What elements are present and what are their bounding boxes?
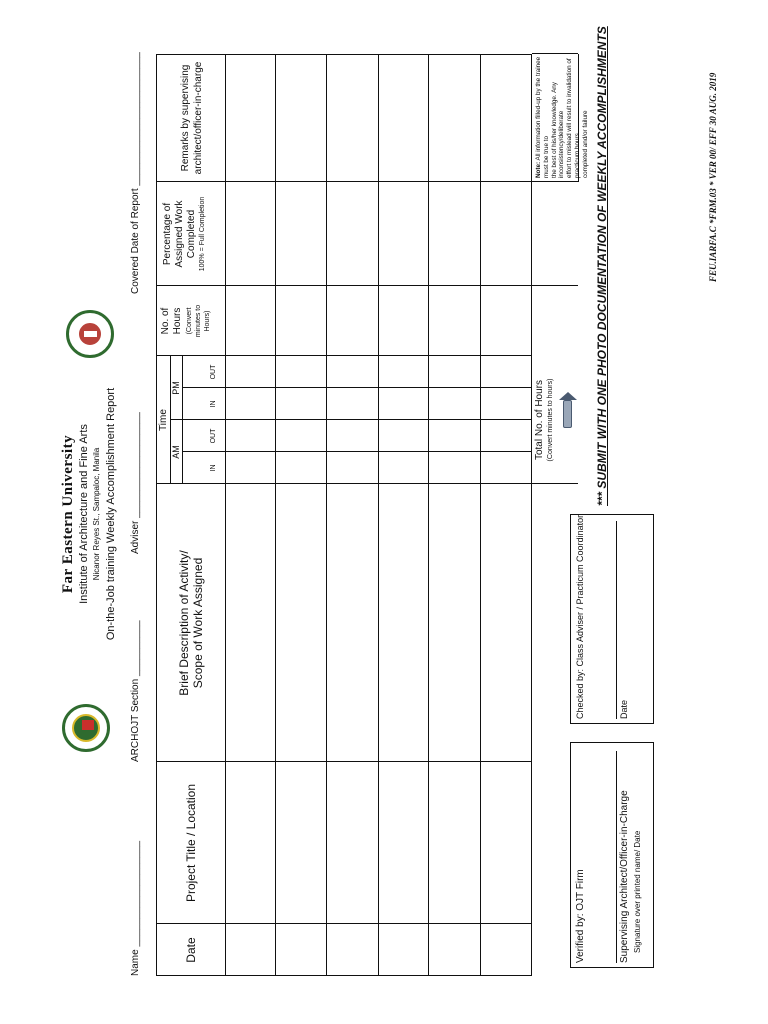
note-line2: the best of his/her knowledge. Any inconsistency/deliberate: [550, 82, 566, 178]
name-field[interactable]: Name ___________________: [130, 840, 141, 976]
col-remarks-1: Remarks by supervising: [180, 64, 191, 172]
adviser-field[interactable]: Adviser ___________________: [130, 412, 141, 554]
address: Nicanor Reyes St., Sampaloc, Manila: [92, 447, 101, 581]
col-pm-in: IN: [210, 400, 217, 408]
col-pct-2: Assigned Work: [174, 200, 185, 268]
col-hours-1: No. of: [160, 307, 171, 335]
submit-note: *** SUBMIT WITH ONE PHOTO DOCUMENTATION OF WEEKLY ACCOMPLISHMENTS: [595, 26, 609, 506]
col-am-out: OUT: [210, 428, 217, 444]
checked-box: [570, 514, 654, 724]
covered-date-field[interactable]: Covered Date of Report ________________________: [130, 52, 141, 294]
note-line4: completed and/or failure: [581, 110, 589, 178]
verified-title: Verified by: OJT Firm: [575, 869, 586, 963]
col-hours-5: Hours): [204, 310, 211, 332]
col-hours-4: minutes to: [195, 304, 202, 338]
col-hours-2: Hours: [172, 307, 183, 335]
checked-title: Checked by: Class Adviser / Practicum Coordinator: [575, 514, 585, 719]
section-field[interactable]: ARCHOJT Section __________: [130, 620, 141, 762]
col-time: Time: [158, 409, 169, 431]
col-pct-3: Completed: [186, 209, 197, 259]
col-am-in: IN: [210, 464, 217, 472]
university-name: Far Eastern University: [60, 434, 76, 594]
footer-code: FEU.IARFA.C *FRM.03 * VER 00/ EFF 30 AUG. 2019: [708, 72, 718, 282]
checked-date[interactable]: Date: [619, 699, 629, 719]
col-remarks-2: architect/officer-in-charge: [193, 61, 204, 175]
report-title: On-the-Job training Weekly Accomplishment Report: [105, 387, 117, 641]
col-date: Date: [184, 937, 198, 963]
iarfa-seal-icon: [66, 310, 114, 358]
note-line1: All information filled-up by the trainee must be true to: [535, 56, 550, 178]
feu-seal-icon: [62, 704, 110, 752]
col-project: Project Title / Location: [184, 783, 198, 903]
note-text: [535, 54, 590, 178]
total-hours-sub: (Convert minutes to hours): [547, 378, 554, 462]
note-bold: Note:: [535, 161, 542, 178]
col-brief-2: Scope of Work Assigned: [191, 557, 205, 689]
col-brief-1: Brief Description of Activity/: [177, 550, 191, 696]
note-line3: effort to mislead will result to invalidation of practicum hours: [566, 58, 581, 178]
verified-sub: Signature over printed name/ Date: [633, 830, 642, 953]
col-pm: PM: [171, 381, 181, 395]
col-am: AM: [171, 445, 181, 459]
accomplishment-table: [156, 54, 532, 976]
col-pm-out: OUT: [210, 364, 217, 380]
right-arrow-icon: [563, 400, 572, 428]
col-pct-1: Percentage of: [162, 202, 173, 266]
col-pct-4: 100% = Full Completion: [199, 196, 206, 272]
institute-name: Institute of Architecture and Fine Arts: [78, 424, 90, 604]
total-hours-label: Total No. of Hours: [534, 379, 545, 461]
verified-role[interactable]: Supervising Architect/Officer-in-Charge: [619, 790, 630, 963]
col-hours-3: (Convert: [186, 307, 193, 335]
verified-box: [570, 742, 654, 968]
